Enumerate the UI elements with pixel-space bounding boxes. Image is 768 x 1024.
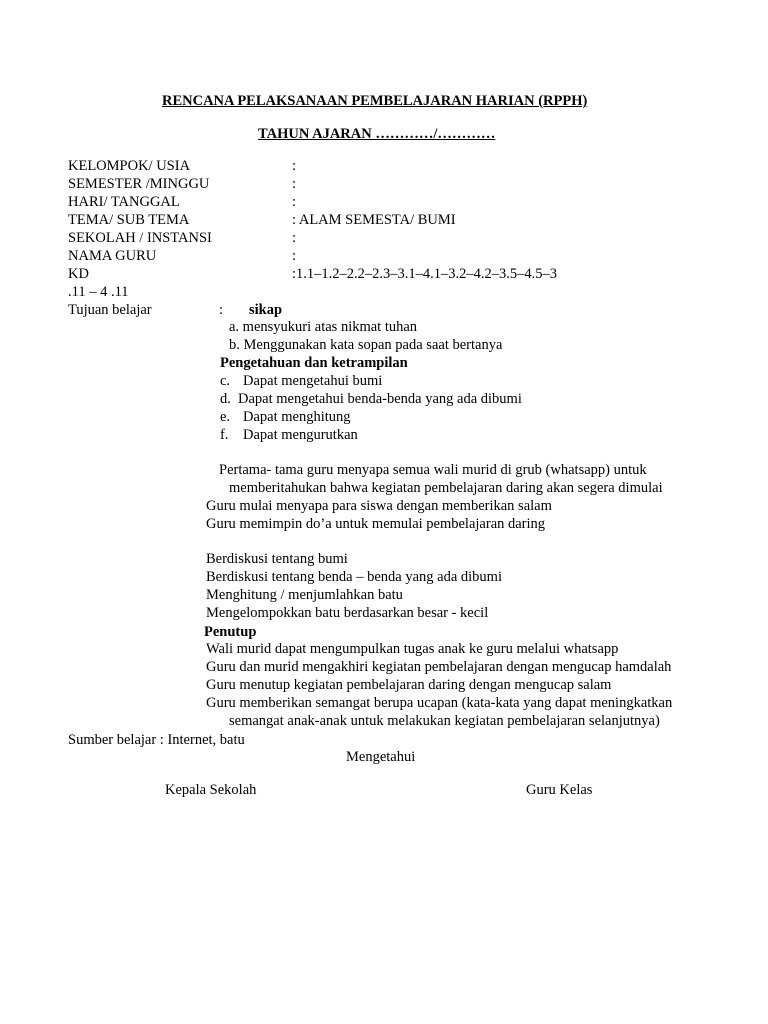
identity-label: NAMA GURU bbox=[68, 248, 157, 264]
identity-value: : bbox=[292, 248, 297, 264]
penutup-heading: Penutup bbox=[204, 624, 257, 640]
pengetahuan-letter: f. bbox=[220, 427, 229, 443]
kepala-sekolah-label: Kepala Sekolah bbox=[165, 782, 257, 798]
tujuan-colon: : bbox=[219, 302, 224, 318]
identity-label: SEMESTER /MINGGU bbox=[68, 176, 210, 192]
pengetahuan-letter: e. bbox=[220, 409, 231, 425]
penutup-item: Guru dan murid mengakhiri kegiatan pembelajaran dengan mengucap hamdalah bbox=[206, 659, 672, 675]
inti-item: Berdiskusi tentang benda – benda yang ada dibumi bbox=[206, 569, 502, 585]
identity-label: KELOMPOK/ USIA bbox=[68, 158, 191, 174]
academic-year: TAHUN AJARAN …………/………… bbox=[258, 126, 496, 142]
inti-item: Menghitung / menjumlahkan batu bbox=[206, 587, 403, 603]
sikap-heading: sikap bbox=[249, 302, 283, 318]
pengetahuan-item: Dapat mengetahui benda-benda yang ada dibumi bbox=[238, 391, 522, 407]
pengetahuan-item: Dapat mengetahui bumi bbox=[243, 373, 383, 389]
document-title: RENCANA PELAKSANAAN PEMBELAJARAN HARIAN (RPPH) bbox=[162, 93, 588, 109]
pengetahuan-heading: Pengetahuan dan ketrampilan bbox=[220, 355, 408, 371]
penutup-item: Guru memberikan semangat berupa ucapan (kata-kata yang dapat meningkatkan bbox=[206, 695, 673, 711]
sikap-item: a. mensyukuri atas nikmat tuhan bbox=[229, 319, 418, 335]
mengetahui-label: Mengetahui bbox=[346, 749, 416, 765]
guru-kelas-label: Guru Kelas bbox=[526, 782, 593, 798]
penutup-item: Guru menutup kegiatan pembelajaran daring dengan mengucap salam bbox=[206, 677, 612, 693]
identity-label: KD bbox=[68, 266, 89, 282]
identity-value: : bbox=[292, 158, 297, 174]
pembukaan-line: Guru memimpin do’a untuk memulai pembelajaran daring bbox=[206, 516, 546, 532]
pengetahuan-letter: d. bbox=[220, 391, 231, 407]
pembukaan-line: Guru mulai menyapa para siswa dengan memberikan salam bbox=[206, 498, 552, 514]
identity-value: : ALAM SEMESTA/ BUMI bbox=[292, 212, 456, 228]
pengetahuan-item: Dapat mengurutkan bbox=[243, 427, 358, 443]
identity-label: SEKOLAH / INSTANSI bbox=[68, 230, 212, 246]
pengetahuan-item: Dapat menghitung bbox=[243, 409, 351, 425]
pengetahuan-letter: c. bbox=[220, 373, 231, 389]
pembukaan-line: Pertama- tama guru menyapa semua wali murid di grub (whatsapp) untuk bbox=[219, 462, 647, 478]
identity-label: TEMA/ SUB TEMA bbox=[68, 212, 190, 228]
sikap-item: b. Menggunakan kata sopan pada saat bertanya bbox=[229, 337, 503, 353]
penutup-item-continued: semangat anak-anak untuk melakukan kegiatan pembelajaran selanjutnya) bbox=[229, 713, 660, 729]
identity-value: : bbox=[292, 176, 297, 192]
pembukaan-line: memberitahukan bahwa kegiatan pembelajaran daring akan segera dimulai bbox=[229, 480, 663, 496]
kd-continued: .11 – 4 .11 bbox=[68, 284, 129, 300]
identity-value: : bbox=[292, 230, 297, 246]
sumber-belajar: Sumber belajar : Internet, batu bbox=[68, 732, 245, 748]
tujuan-label: Tujuan belajar bbox=[68, 302, 152, 318]
penutup-item: Wali murid dapat mengumpulkan tugas anak ke guru melalui whatsapp bbox=[206, 641, 619, 657]
inti-item: Mengelompokkan batu berdasarkan besar - kecil bbox=[206, 605, 489, 621]
identity-value: : bbox=[292, 194, 297, 210]
identity-label: HARI/ TANGGAL bbox=[68, 194, 180, 210]
identity-value: :1.1–1.2–2.2–2.3–3.1–4.1–3.2–4.2–3.5–4.5–3 bbox=[292, 266, 558, 282]
inti-item: Berdiskusi tentang bumi bbox=[206, 551, 348, 567]
